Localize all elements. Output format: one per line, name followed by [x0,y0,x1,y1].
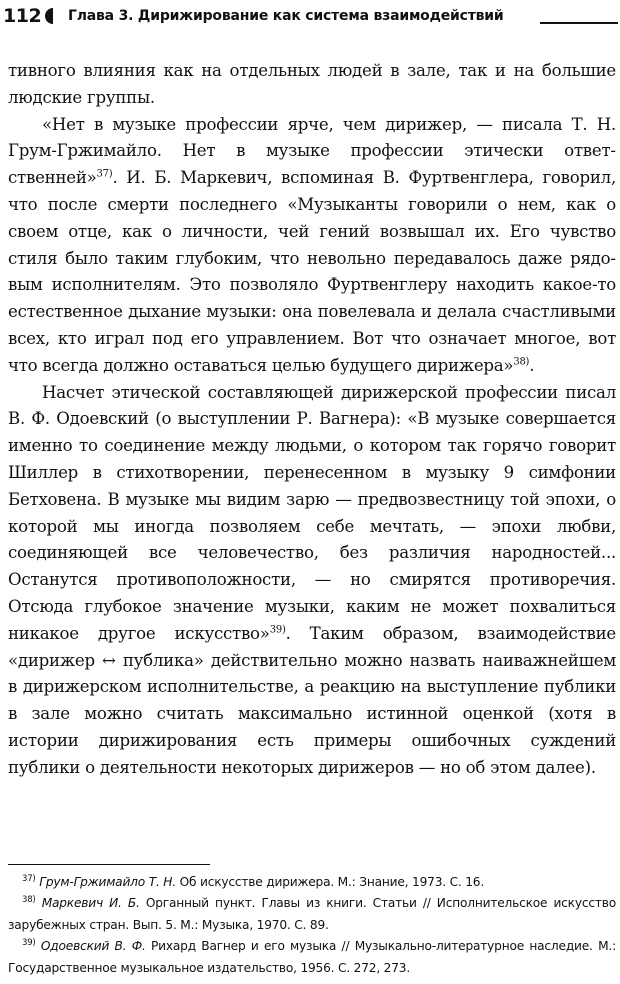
body-text [8,58,616,782]
paragraph-text: «Нет в музыке профессии ярче, чем дирижер, — писала Т. Н. Грум-Гржимайло. Нет в музыке профессии этически ответственней» [8,114,616,188]
paragraph-text: . И. Б. Маркевич, вспоминая В. Фуртвенглера, говорил, что после смерти последнего «Музыканты говорили о нем, как о своем отце, как о личности, чей гений возвышал их. Его чувство стиля было таким глубоким, что невольно передавалось даже рядовым исполнителям. Это позволяло Фуртвенглеру находить какое-то естественное дыхание музыки: она повелевала и делала счастливыми всех, кто играл под его управлением. Вот что означает многое, вот что всегда должно оставаться целью будущего дирижера» [8,168,616,375]
paragraph-text: . [529,355,535,375]
paragraph [8,112,616,380]
paragraph-text: Насчет этической составляющей дирижерской профессии писал В. Ф. Одоевский (о выступлении Р. Вагнера): «В музыке совершается именно то соединение между людьми, о котором так горячо говорит Шиллер в стихотворении, перенесенном в музыку 9 симфонии Бетховена. В музыке мы видим зарю — предвозвестницу той эпохи, о которой мы иногда позволяем себе мечтать, — эпохи любви, соединяющей все человечество, без различия народностей... Останутся противоположности, — но смирятся противоречия. Отсюда глубокое значение музыки, каким не может похвалиться никакое другое искусство» [8,382,616,643]
footnote-rule [8,864,210,865]
footnote-ref[interactable]: 38) [513,356,530,368]
footnote-number: 39) [22,938,36,949]
footnotes [8,872,616,979]
header-ornament [45,8,53,24]
footnote-author: Маркевич И. Б. [41,896,140,911]
footnote [8,893,616,936]
footnote-text: Рихард Вагнер и его музыка // Музыкально-литературное наследие. М.: Государственное музыкальное издательство, 1956. С. 272, 273. [8,939,616,975]
footnote-author: Грум-Гржимайло Т. Н. [39,875,176,889]
running-header [0,4,620,30]
footnote [8,872,616,893]
footnote-text: Об искусстве дирижера. М.: Знание, 1973. С. 16. [175,875,485,889]
page-number: 112 [3,5,42,27]
footnote-ref[interactable]: 39) [269,624,286,636]
header-rule [540,22,618,24]
footnote [8,936,616,979]
paragraph [8,58,616,112]
footnote-number: 38) [22,895,36,906]
footnote-ref[interactable]: 37) [96,168,113,180]
footnote-author: Одоевский В. Ф. [40,939,146,954]
footnote-text: Органный пункт. Главы из книги. Статьи // Исполнительское искусство зарубежных стран. Вып. 5. М.: Музыка, 1970. С. 89. [8,896,616,932]
paragraph-text: . Таким образом, взаимодействие «дирижер ↔ публика» действительно можно назвать наиважнейшем в дирижерском исполнительстве, а реакцию на выступление публики в зале можно считать максимально истинной оценкой (хотя в истории дирижирования есть примеры ошибочных суждений публики о деятельности некоторых дирижеров — но об этом далее). [8,623,617,777]
chapter-title: Глава 3. Дирижирование как система взаимодействий [68,8,504,24]
footnote-number: 37) [22,873,36,884]
paragraph-text: тивного влияния как на отдельных людей в зале, так и на большие людские группы. [8,61,616,107]
paragraph [8,380,616,782]
